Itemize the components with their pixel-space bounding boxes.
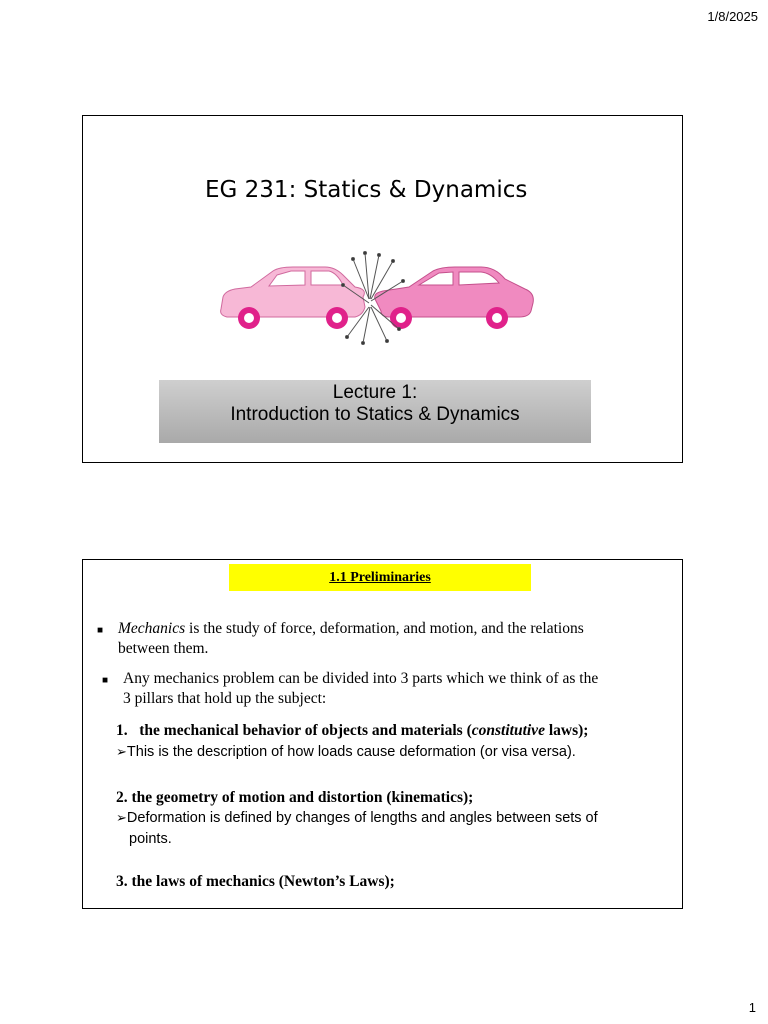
sub-text-1: Deformation is defined by changes of lengths and angles between sets of <box>126 810 598 826</box>
arrow-bullet-icon: ➢ <box>116 811 127 826</box>
bullet-pillars-line2: 3 pillars that hold up the subject: <box>123 690 327 707</box>
arrow-bullet-icon: ➢ <box>116 745 127 760</box>
item-kinematics-sub <box>116 808 598 850</box>
page-number: 1 <box>748 1000 756 1015</box>
lecture-title-box <box>159 380 591 443</box>
item-text: the mechanical behavior of objects and materials ( <box>139 722 472 739</box>
sub-text: This is the description of how loads cause deformation (or visa versa). <box>126 744 576 760</box>
content-slide <box>82 559 683 909</box>
bullet-mechanics <box>118 619 678 659</box>
course-title: EG 231: Statics & Dynamics <box>205 177 528 203</box>
bullet-pillars <box>123 669 683 709</box>
title-slide <box>82 115 683 463</box>
item-number: 1. <box>116 722 128 739</box>
right-car-icon <box>375 267 534 329</box>
bullet-pillars-line1: Any mechanics problem can be divided into 3 parts which we think of as the <box>123 670 599 687</box>
item-text-end: laws); <box>544 722 589 739</box>
bullet-mechanics-text-2: between them. <box>118 640 209 657</box>
mechanics-term: Mechanics <box>118 620 186 637</box>
square-bullet-icon: ■ <box>102 675 109 686</box>
item-constitutive <box>116 722 588 740</box>
lecture-number: Lecture 1: <box>332 382 418 403</box>
left-car-icon <box>221 267 365 329</box>
page-date: 1/8/2025 <box>707 9 758 24</box>
item-kinematics: 2. the geometry of motion and distortion (kinematics); <box>116 789 474 806</box>
sub-text-2: points. <box>129 831 172 847</box>
car-collision-illustration <box>213 251 543 346</box>
square-bullet-icon: ■ <box>97 625 104 636</box>
item-italic: constitutive <box>471 722 545 739</box>
item-constitutive-sub <box>116 742 576 763</box>
lecture-title: Introduction to Statics & Dynamics <box>230 404 520 425</box>
item-newton: 3. the laws of mechanics (Newton’s Laws); <box>116 873 395 890</box>
bullet-mechanics-text: is the study of force, deformation, and motion, and the relations <box>185 620 584 637</box>
section-title: 1.1 Preliminaries <box>229 564 531 591</box>
